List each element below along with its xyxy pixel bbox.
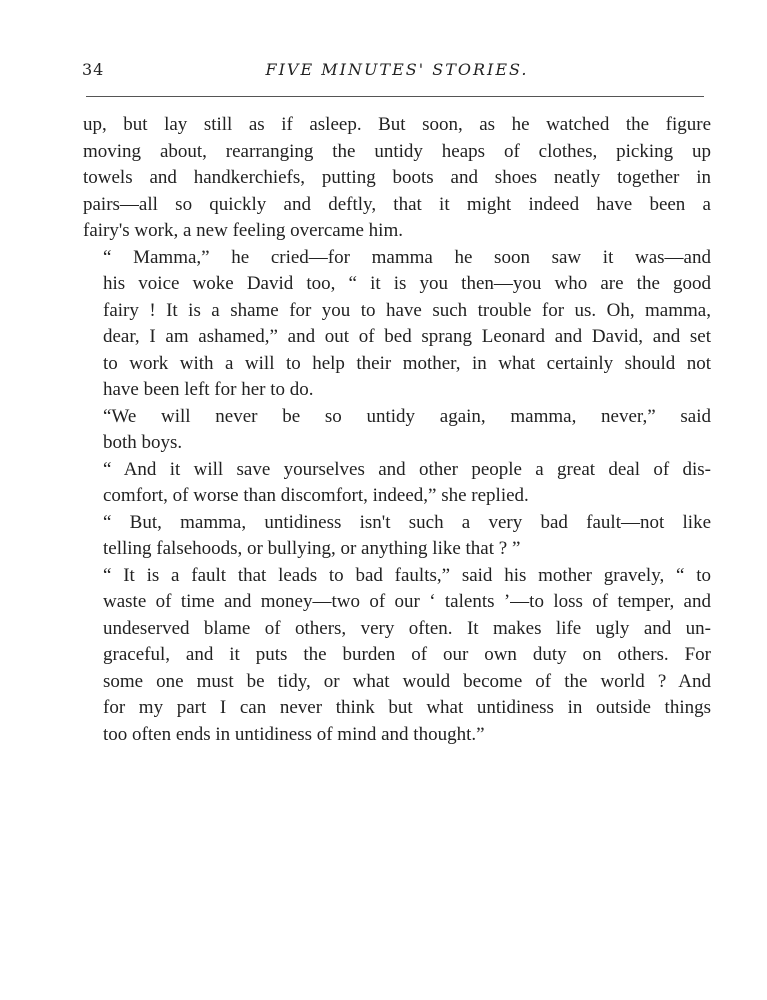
paragraph xyxy=(83,404,711,457)
text-line: waste of time and money—two of our ‘ talents ’—to loss of temper, and xyxy=(103,591,711,612)
text-line: too often ends in untidiness of mind and thought.” xyxy=(103,723,485,745)
paragraph xyxy=(83,563,711,749)
text-line: “ But, mamma, untidiness isn't such a very bad fault—not like xyxy=(103,511,711,533)
paragraph xyxy=(83,510,711,563)
text-line: “ It is a fault that leads to bad faults,” said his mother gravely, “ to xyxy=(103,564,711,586)
text-line: towels and handkerchiefs, putting boots and shoes neatly together in xyxy=(83,167,711,188)
text-line: pairs—all so quickly and deftly, that it might indeed have been a xyxy=(83,193,711,215)
text-line: “ Mamma,” he cried—for mamma he soon saw it was—and xyxy=(103,246,711,268)
text-line: graceful, and it puts the burden of our own duty on others. For xyxy=(103,644,711,665)
paragraph xyxy=(83,457,711,510)
paragraph xyxy=(83,112,711,245)
running-title: FIVE MINUTES' STORIES. xyxy=(265,60,529,79)
text-line: comfort, of worse than discomfort, indeed,” she replied. xyxy=(103,485,529,506)
text-line: fairy ! It is a shame for you to have such trouble for us. Oh, mamma, xyxy=(103,299,711,321)
text-line: have been left for her to do. xyxy=(103,379,314,400)
text-line: dear, I am ashamed,” and out of bed sprang Leonard and David, and set xyxy=(103,326,711,347)
text-line: his voice woke David too, “ it is you then—you who are the good xyxy=(103,273,711,294)
text-line: telling falsehoods, or bullying, or anything like that ? ” xyxy=(103,538,521,559)
body-text xyxy=(83,112,711,748)
page-number: 34 xyxy=(82,60,105,79)
text-line: “We will never be so untidy again, mamma, never,” said xyxy=(103,405,711,427)
text-line: moving about, rearranging the untidy heaps of clothes, picking up xyxy=(83,140,711,162)
text-line: to work with a will to help their mother, in what certainly should not xyxy=(103,352,711,374)
paragraph xyxy=(83,245,711,404)
text-line: both boys. xyxy=(103,432,183,453)
page-header xyxy=(82,60,712,84)
text-line: undeserved blame of others, very often. It makes life ugly and un- xyxy=(103,617,711,639)
text-line: some one must be tidy, or what would become of the world ? And xyxy=(103,670,711,692)
text-line: for my part I can never think but what untidiness in outside things xyxy=(103,697,711,718)
text-line: up, but lay still as if asleep. But soon, as he watched the figure xyxy=(83,114,711,135)
text-line: “ And it will save yourselves and other people a great deal of dis- xyxy=(103,458,711,480)
header-rule xyxy=(86,96,704,97)
text-line: fairy's work, a new feeling overcame him. xyxy=(83,220,403,241)
